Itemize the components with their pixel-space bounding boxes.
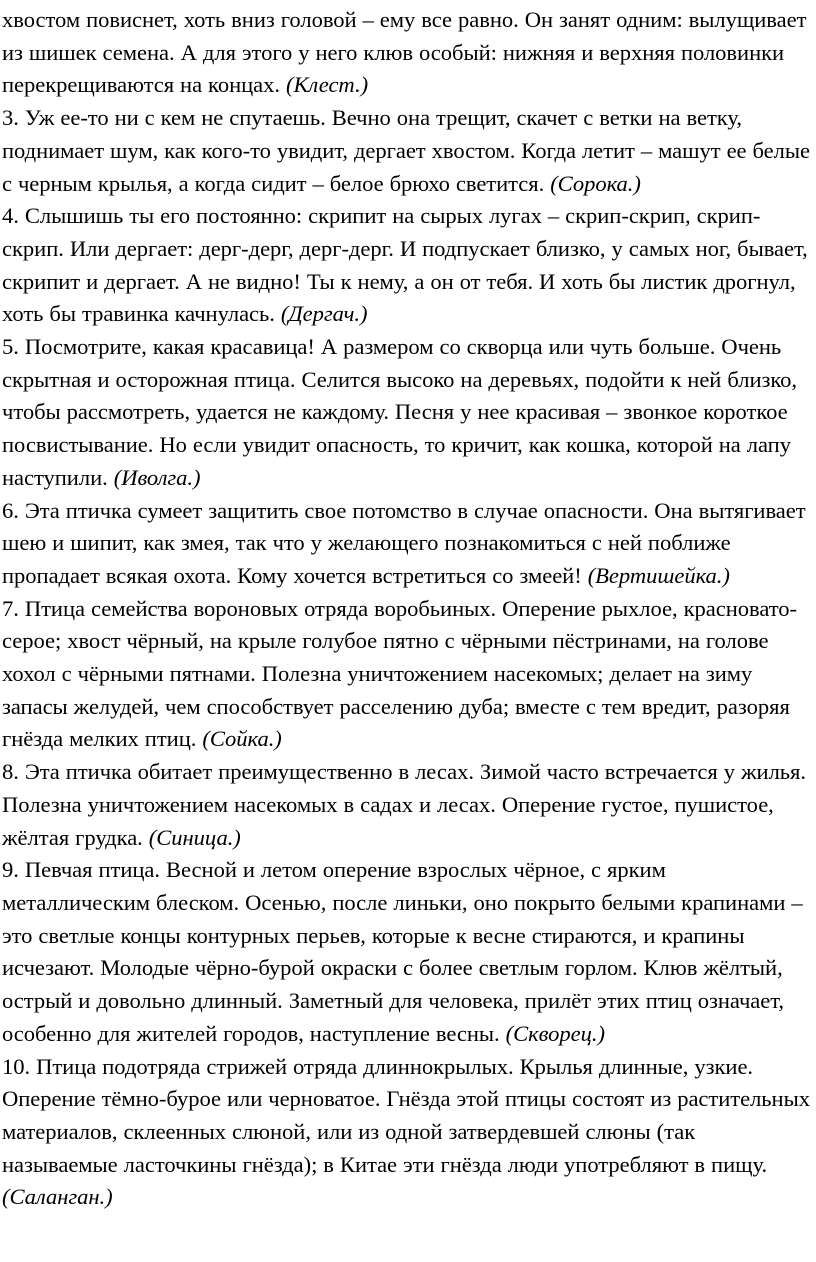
riddle-paragraph-6 <box>2 495 816 593</box>
riddle-answer: (Клест.) <box>285 72 369 98</box>
riddle-paragraph-5 <box>2 331 816 495</box>
riddle-answer: (Дергач.) <box>280 301 368 327</box>
riddle-paragraph-4 <box>2 200 816 331</box>
riddle-answer: (Сорока.) <box>550 170 641 196</box>
riddle-paragraph-9 <box>2 854 816 1050</box>
riddle-text: 3. Уж ее-то ни с кем не спутаешь. Вечно она трещит, скачет с ветки на ветку, поднимает шум, как кого-то увидит, дергает хвостом. Когда летит – машут ее белые с черным крылья, а когда сидит – белое брюхо светится. <box>2 105 810 196</box>
riddle-text: 4. Слышишь ты его постоянно: скрипит на сырых лугах – скрип-скрип, скрип-скрип. Или дергает: дерг-дерг, дерг-дерг. И подпускает близко, у самых ног, бывает, скрипит и дергает. А не видно! Ты к нему, а он от тебя. И хоть бы листик дрогнул, хоть бы травинка качнулась. <box>2 203 808 327</box>
riddle-text: 7. Птица семейства вороновых отряда воробьиных. Оперение рыхлое, красновато-серое; хвост чёрный, на крыле голубое пятно с чёрными пёстринами, на голове хохол с чёрными пятнами. Полезна уничтожением насекомых; делает на зиму запасы желудей, чем способствует расселению дуба; вместе с тем вредит, разоряя гнёзда мелких птиц. <box>2 595 797 752</box>
riddle-text: 10. Птица подотряда стрижей отряда длиннокрылых. Крылья длинные, узкие. Оперение тёмно-бурое или черноватое. Гнёзда этой птицы состоят из растительных материалов, склеенных слюной, или из одной затвердевшей слюны (так называемые ласточкины гнёзда); в Китае эти гнёзда люди употребляют в пищу. <box>2 1053 810 1177</box>
riddle-answer: (Сойка.) <box>202 726 282 752</box>
riddle-text: хвостом повиснет, хоть вниз головой – ему все равно. Он занят одним: вылущивает из шишек семена. А для этого у него клюв особый: нижняя и верхняя половинки перекрещиваются на концах. <box>2 7 807 98</box>
riddle-paragraph-10 <box>2 1051 816 1215</box>
riddle-text: 6. Эта птичка сумеет защитить свое потомство в случае опасности. Она вытягивает шею и шипит, как змея, так что у желающего познакомиться с ней поближе пропадает всякая охота. Кому хочется встретиться со змеей! <box>2 497 806 588</box>
riddle-text: 9. Певчая птица. Весной и летом оперение взрослых чёрное, с ярким металлическим блеском. Осенью, после линьки, оно покрыто белыми крапинами – это светлые концы контурных перьев, которые к весне стираются, и крапины исчезают. Молодые чёрно-бурой окраски с более светлым горлом. Клюв жёлтый, острый и довольно длинный. Заметный для человека, прилёт этих птиц означает, особенно для жителей городов, наступление весны. <box>2 857 803 1046</box>
riddle-paragraph-8 <box>2 756 816 854</box>
riddle-paragraph-crossbill <box>2 4 816 102</box>
document-page <box>0 4 816 1214</box>
riddle-answer: (Скворец.) <box>505 1020 605 1046</box>
riddle-paragraph-7 <box>2 593 816 757</box>
riddle-answer: (Саланган.) <box>2 1184 113 1210</box>
riddle-answer: (Иволга.) <box>113 464 201 490</box>
riddle-answer: (Синица.) <box>148 824 241 850</box>
riddle-answer: (Вертишейка.) <box>587 562 730 588</box>
riddle-text: 5. Посмотрите, какая красавица! А размером со скворца или чуть больше. Очень скрытная и осторожная птица. Селится высоко на деревьях, подойти к ней близко, чтобы рассмотреть, удается не каждому. Песня у нее красивая – звонкое короткое посвистывание. Но если увидит опасность, то кричит, как кошка, которой на лапу наступили. <box>2 334 797 490</box>
riddle-paragraph-3 <box>2 102 816 200</box>
riddle-text: 8. Эта птичка обитает преимущественно в лесах. Зимой часто встречается у жилья. Полезна уничтожением насекомых в садах и лесах. Оперение густое, пушистое, жёлтая грудка. <box>2 759 806 850</box>
